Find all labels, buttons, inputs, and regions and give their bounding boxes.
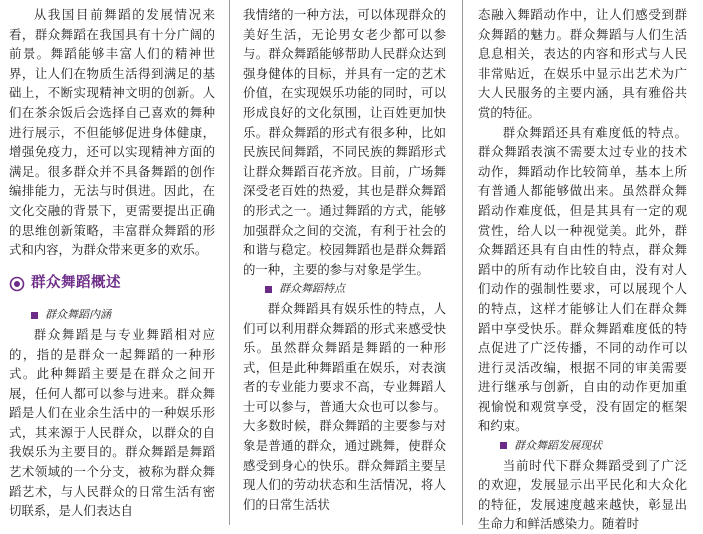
square-bullet-icon (500, 442, 507, 449)
section-heading (9, 274, 215, 294)
body-paragraph: 群众舞蹈是与专业舞蹈相对应的，指的是群众一起舞蹈的一种形式。此种舞蹈主要是在群众之间开展，任何人都可以参与进来。群众舞蹈是人们在业余生活中的一种娱乐形式，其来源于人民群众，以群众的自我娱乐为主要目的。群众舞蹈是舞蹈艺术领域的一个分支，被称为群众舞蹈艺术，与人民群众的日常生活有密切联系，是人们表达自 (9, 326, 215, 519)
text-column-3 (478, 5, 687, 534)
subheading (243, 279, 446, 299)
square-bullet-icon (265, 286, 272, 293)
body-paragraph: 态融入舞蹈动作中，让人们感受到群众舞蹈的魅力。群众舞蹈与人们生活息息相关，表达的内容和形式与人民非常贴近，在娱乐中显示出艺术为广大人民服务的主要内涵，具有雅俗共赏的特征。 (478, 7, 687, 120)
column-divider (462, 0, 463, 525)
body-paragraph: 我情绪的一种方法，可以体现群众的美好生活，无论男女老少都可以参与。群众舞蹈能够帮助人民群众达到强身健体的目标，并具有一定的艺术价值，在实现娱乐功能的同时，可以形成良好的文化氛围，让百姓更加快乐。群众舞蹈的形式有很多种，比如民族民间舞蹈，不同民族的舞蹈形式让群众舞蹈百花齐放。目前，广场舞深受老百姓的热爱，其也是群众舞蹈的形式之一。通过舞蹈的方式，能够加强群众之间的交流，有利于社会的和谐与稳定。校园舞蹈也是群众舞蹈的一种，主要的参与对象是学生。 (243, 7, 446, 277)
body-paragraph: 群众舞蹈还具有难度低的特点。群众舞蹈表演不需要太过专业的技术动作，舞蹈动作比较简单，基本上所有普通人都能够做出来。虽然群众舞蹈动作难度低，但是其具有一定的观赏性，给人以一种视觉美。此外，群众舞蹈还具有自由性的特点，群众舞蹈中的所有动作比较自由，没有对人们动作的强制性要求，可以展现个人的特点，这样才能够让人们在群众舞蹈中享受快乐。群众舞蹈难度低的特点促进了广泛传播，不同的动作可以进行灵活改编，根据不同的审美需要进行继承与创新，自由的动作更加重视愉悦和观赏享受，没有固定的框架和约束。 (478, 124, 687, 434)
subheading-text: 群众舞蹈发展现状 (514, 439, 602, 453)
section-heading-text: 群众舞蹈概述 (31, 274, 121, 291)
subheading (478, 436, 687, 456)
subheading-text: 群众舞蹈内涵 (45, 308, 111, 322)
circled-dot-icon (9, 276, 25, 292)
body-paragraph: 群众舞蹈具有娱乐性的特点，人们可以利用群众舞蹈的形式来感受快乐。虽然群众舞蹈是舞蹈的一种形式，但是此种舞蹈重在娱乐，对表演者的专业能力要求不高，专业舞蹈人士可以参与，普通大众也可以参与。大多数时候，群众舞蹈的主要参与对象是普通的群众，通过跳舞，使群众感受到身心的快乐。群众舞蹈主要呈现人们的劳动状态和生活情况，将人们的日常生活状 (243, 300, 446, 512)
subheading (9, 305, 215, 325)
intro-paragraph: 从我国目前舞蹈的发展情况来看，群众舞蹈在我国具有十分广阔的前景。舞蹈能够丰富人们的精神世界，让人们在物质生活得到满足的基础上，不断实现精神文明的创新。人们在茶余饭后会选择自己喜欢的舞种进行展示，不但能够促进身体健康，增强免疫力，还可以实现精神方面的满足。很多群众并不具备舞蹈的创作编排能力，无法与时俱进。因此，在文化交融的背景下，更需要提出正确的思维创新策略，丰富群众舞蹈的形式和内容，为群众带来更多的欢乐。 (9, 7, 215, 258)
body-paragraph: 当前时代下群众舞蹈受到了广泛的欢迎，发展显示出平民化和大众化的特征，发展速度越来越快，彰显出生命力和鲜活感染力。随着时 (478, 457, 687, 532)
square-bullet-icon (31, 312, 38, 319)
subheading-text: 群众舞蹈特点 (279, 282, 345, 296)
text-column-1 (9, 5, 215, 521)
text-column-2 (243, 5, 446, 514)
column-divider (229, 0, 230, 525)
